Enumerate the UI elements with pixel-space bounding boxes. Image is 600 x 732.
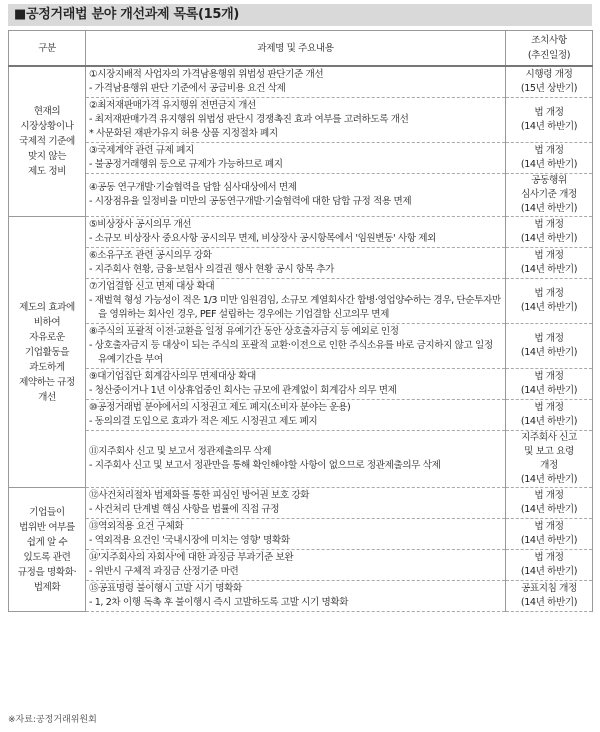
- page-title: ■공정거래법 분야 개선과제 목록(15개): [8, 4, 592, 26]
- measure-line: (14년 하반기): [520, 504, 578, 515]
- measure-cell: [506, 217, 593, 248]
- measure-line: (14년 하반기): [520, 302, 578, 313]
- table-row: [9, 488, 593, 519]
- table-body: [9, 66, 593, 612]
- measure-line: (14년 하반기): [520, 416, 578, 427]
- measure-line: 법 개정: [534, 521, 564, 532]
- task-cell: [86, 98, 506, 143]
- measure-line: 시행령 개정: [525, 69, 573, 80]
- category-line: 현재의: [33, 106, 61, 117]
- table-row: [9, 431, 593, 488]
- category-line: 제약하는 규정: [19, 376, 75, 388]
- category-cell: [9, 66, 86, 217]
- measure-cell: [506, 488, 593, 519]
- header-measure-line1: 조치사항: [531, 35, 567, 46]
- category-cell: [9, 217, 86, 488]
- measure-line: (14년 하반기): [520, 597, 578, 608]
- task-detail: - 재벌혁 형성 가능성이 적은 1/3 미만 임원겸임, 소규모 계열회사간 합병·영업양수하는 경우, 단순투자만을 영위하는 회사인 경우, PEF 설립하는 경우에는 기업결합 신고의무 면제: [89, 295, 501, 320]
- category-line: 비하여: [33, 316, 61, 328]
- category-line: 규정을 명확화·: [17, 566, 77, 578]
- task-cell: [86, 519, 506, 550]
- table-row: [9, 66, 593, 98]
- header-measure: [506, 31, 593, 67]
- task-detail: - 동의의결 도입으로 효과가 적은 제도 시정권고 제도 폐지: [89, 416, 318, 427]
- measure-cell: [506, 581, 593, 612]
- measure-line: 법 개정: [534, 250, 564, 261]
- measure-cell: [506, 400, 593, 431]
- measure-line: 법 개정: [534, 107, 564, 118]
- category-line: 개선: [38, 391, 56, 403]
- measure-line: 공표지침 개정: [521, 583, 577, 594]
- table-row: [9, 324, 593, 369]
- measure-line: (15년 상반기): [520, 83, 578, 94]
- category-line: 자유로운: [29, 331, 65, 343]
- source-note: ※자료:공정거래위원회: [8, 715, 97, 725]
- measure-line: 지주회사 신고: [521, 432, 577, 443]
- measure-line: (14년 하반기): [520, 121, 578, 132]
- task-cell: [86, 369, 506, 400]
- measure-cell: [506, 66, 593, 98]
- task-detail: - 청산중이거나 1년 이상휴업중인 회사는 규모에 관계없이 회계감사 의무 면제: [89, 385, 397, 396]
- category-line: 법제화: [33, 581, 61, 593]
- task-cell: [86, 217, 506, 248]
- category-line: 시장상황이나: [20, 121, 74, 132]
- measure-line: 법 개정: [534, 219, 564, 230]
- measure-cell: [506, 279, 593, 324]
- category-line: 국제적 기준에: [19, 136, 75, 147]
- task-detail: - 상호출자금지 등 대상이 되는 주식의 포괄적 교환·이전으로 인한 주식소유를 바로 금지하지 않고 일정 유예기간을 부여: [89, 340, 493, 365]
- task-cell: [86, 66, 506, 98]
- measure-cell: [506, 519, 593, 550]
- task-title: ⑥소유구조 관련 공시의무 강화: [89, 250, 212, 261]
- category-line: 제도 정비: [27, 166, 67, 177]
- category-line: 기업활동을: [24, 346, 70, 358]
- task-title: ⑭'지주회사의 자회사'에 대한 과징금 부과기준 보완: [89, 552, 294, 563]
- task-cell: [86, 550, 506, 581]
- task-cell: [86, 174, 506, 217]
- task-title: ⑧주식의 포괄적 이전·교환을 일정 유예기간 동안 상호출자금지 등 예외로 인정: [89, 326, 399, 337]
- task-title: ①시장지배적 사업자의 가격남용행위 위법성 판단기준 개선: [89, 69, 324, 80]
- measure-line: 법 개정: [534, 552, 564, 563]
- measure-cell: [506, 98, 593, 143]
- task-title: ④공동 연구개발·기술협력을 담합 심사대상에서 면제: [89, 182, 297, 193]
- measure-cell: [506, 431, 593, 488]
- category-line: 기업들이: [29, 506, 65, 518]
- task-detail: - 소규모 비상장사 중요사항 공시의무 면제, 비상장사 공시항목에서 '임원변동' 사항 제외: [89, 233, 437, 244]
- task-cell: [86, 581, 506, 612]
- task-cell: [86, 248, 506, 279]
- task-title: ⑦기업결합 신고 면제 대상 확대: [89, 281, 215, 292]
- category-line: 맞지 않는: [27, 151, 67, 162]
- task-detail: - 가격남용행위 판단 기준에서 공급비용 요건 삭제: [89, 83, 286, 94]
- task-title: ⑫사건처리절차 법제화를 통한 피심인 방어권 보호 강화: [89, 490, 310, 501]
- measure-cell: [506, 324, 593, 369]
- task-cell: [86, 324, 506, 369]
- measure-line: 법 개정: [534, 333, 564, 344]
- table-row: [9, 143, 593, 174]
- measure-line: (14년 하반기): [520, 159, 578, 170]
- category-line: 있도록 관련: [23, 551, 71, 563]
- header-measure-line2: (추진일정): [527, 50, 571, 61]
- task-cell: [86, 400, 506, 431]
- measure-line: (14년 하반기): [520, 566, 578, 577]
- task-detail: - 위반시 구체적 과징금 산정기준 마련: [89, 566, 239, 577]
- task-detail: - 역외적용 요건인 '국내시장에 미치는 영향' 명확화: [89, 535, 290, 546]
- measure-line: (14년 하반기): [520, 385, 578, 396]
- measure-line: 개정: [540, 460, 558, 471]
- measure-cell: [506, 174, 593, 217]
- task-title: ⑨대기업집단 회계감사의무 면제대상 확대: [89, 371, 256, 382]
- measure-line: (14년 하반기): [520, 264, 578, 275]
- measure-line: 법 개정: [534, 145, 564, 156]
- task-cell: [86, 279, 506, 324]
- task-title: ⑤비상장사 공시의무 개선: [89, 219, 192, 230]
- table-row: [9, 98, 593, 143]
- measure-line: 법 개정: [534, 490, 564, 501]
- measure-line: (14년 하반기): [520, 474, 578, 485]
- task-detail: - 사건처리 단계별 핵심 사항을 법률에 직접 규정: [89, 504, 280, 515]
- task-cell: [86, 431, 506, 488]
- table-row: [9, 550, 593, 581]
- task-cell: [86, 488, 506, 519]
- table-row: [9, 581, 593, 612]
- task-detail: - 불공정거래행위 등으로 규제가 가능하므로 폐지: [89, 159, 283, 170]
- table-row: [9, 519, 593, 550]
- task-cell: [86, 143, 506, 174]
- category-line: 과도하게: [29, 361, 65, 373]
- measure-line: 공동행위: [531, 175, 567, 186]
- task-title: ⑪지주회사 신고 및 보고서 정관제출의무 삭제: [89, 446, 272, 457]
- measure-line: 심사기준 개정: [521, 189, 577, 200]
- table-row: [9, 174, 593, 217]
- measure-line: (14년 하반기): [520, 203, 578, 214]
- measure-cell: [506, 248, 593, 279]
- task-title: ⑩공정거래법 분야에서의 시정권고 제도 폐지(소비자 분야는 운용): [89, 402, 351, 413]
- task-title: ⑮공표명령 불이행시 고발 시기 명확화: [89, 583, 242, 594]
- measure-cell: [506, 369, 593, 400]
- measure-line: (14년 하반기): [520, 233, 578, 244]
- task-detail: - 지주회사 현황, 금융·보험사 의결권 행사 현황 공시 항목 추가: [89, 264, 335, 275]
- category-cell: [9, 488, 86, 612]
- category-line: 법위반 여부를: [19, 521, 75, 533]
- measure-cell: [506, 143, 593, 174]
- table-row: [9, 279, 593, 324]
- table-row: [9, 400, 593, 431]
- measure-line: 법 개정: [534, 402, 564, 413]
- task-title: ③국제계약 관련 규제 폐지: [89, 145, 194, 156]
- measure-cell: [506, 550, 593, 581]
- table-row: [9, 217, 593, 248]
- category-line: 제도의 효과에: [19, 301, 75, 313]
- task-detail: - 지주회사 신고 및 보고서 정관만을 통해 확인해야할 사항이 없으므로 정관제출의무 삭제: [89, 460, 441, 471]
- reform-task-table: [8, 30, 593, 612]
- measure-line: 및 보고 요령: [524, 446, 574, 457]
- table-row: [9, 369, 593, 400]
- task-detail: - 시장점유율 일정비율 미만의 공동연구개발·기술협력에 대한 담합 규정 적용 면제: [89, 196, 412, 207]
- measure-line: 법 개정: [534, 371, 564, 382]
- header-task: 과제명 및 주요내용: [86, 31, 506, 67]
- task-detail: - 1, 2차 이행 독촉 후 불이행시 즉시 고발하도록 고발 시기 명확화: [89, 597, 349, 608]
- task-note: * 사문화된 재판가유지 허용 상품 지정절차 폐지: [89, 128, 278, 139]
- category-line: 쉽게 알 수: [26, 536, 68, 548]
- task-title: ⑬역외적용 요건 구체화: [89, 521, 184, 532]
- measure-line: (14년 하반기): [520, 347, 578, 358]
- task-detail: - 최저재판매가격 유지행위 위법성 판단시 경쟁촉진 효과 여부를 고려하도록 개선: [89, 114, 409, 125]
- header-category: 구분: [9, 31, 86, 67]
- task-title: ②최저재판매가격 유지행위 전면금지 개선: [89, 100, 256, 111]
- table-row: [9, 248, 593, 279]
- measure-line: 법 개정: [534, 288, 564, 299]
- table-header-row: [9, 31, 593, 67]
- measure-line: (14년 하반기): [520, 535, 578, 546]
